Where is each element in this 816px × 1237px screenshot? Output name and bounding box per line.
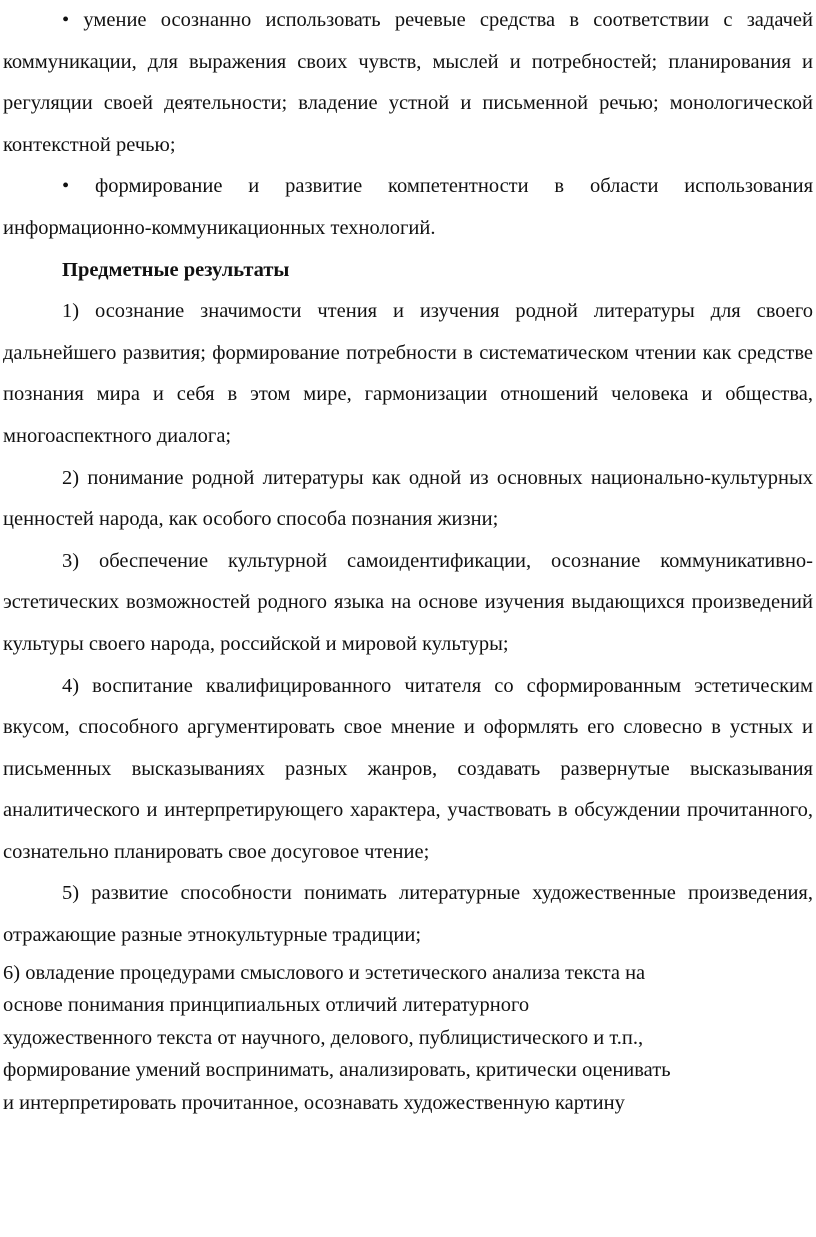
result-item-6-line: и интерпретировать прочитанное, осознавать художественную картину: [3, 1092, 625, 1115]
paragraph-communication-skills: • умение осознанно использовать речевые средства в соответствии с задачей коммуникации, для выражения своих чувств, мыслей и потребностей; планирования и регуляции своей деятельности; владение устной и письменной речью; монологической контекстной речью;: [3, 9, 813, 156]
result-item-2: 2) понимание родной литературы как одной из основных национально-культурных ценностей народа, как особого способа познания жизни;: [3, 466, 813, 531]
section-heading-subject-results: Предметные результаты: [62, 258, 290, 281]
result-item-4: 4) воспитание квалифицированного читателя со сформированным эстетическим вкусом, способного аргументировать свое мнение и оформлять его словесно в устных и письменных высказываниях разных жанров, создавать развернутые высказывания аналитического и интерпретирующего характера, участвовать в обсуждении прочитанного, сознательно планировать свое досуговое чтение;: [3, 674, 813, 863]
result-item-1: 1) осознание значимости чтения и изучения родной литературы для своего дальнейшего развития; формирование потребности в систематическом чтении как средстве познания мира и себя в этом мире, гармонизации отношений человека и общества, многоаспектного диалога;: [3, 300, 813, 447]
document-page: [3, 0, 813, 1237]
result-item-6-line: 6) овладение процедурами смыслового и эстетического анализа текста на: [3, 961, 646, 984]
result-item-6-line: художественного текста от научного, делового, публицистического и т.п.,: [3, 1026, 644, 1049]
result-item-5: 5) развитие способности понимать литературные художественные произведения, отражающие разные этнокультурные традиции;: [3, 882, 813, 947]
result-item-6-line: формирование умений воспринимать, анализировать, критически оценивать: [3, 1059, 671, 1082]
paragraph-ict-competence: • формирование и развитие компетентности в области использования информационно-коммуникационных технологий.: [3, 175, 813, 239]
result-item-3: 3) обеспечение культурной самоидентификации, осознание коммуникативно-эстетических возможностей родного языка на основе изучения выдающихся произведений культуры своего народа, российской и мировой культуры;: [3, 549, 813, 655]
result-item-6: [3, 957, 813, 1120]
result-item-6-line: основе понимания принципиальных отличий литературного: [3, 994, 530, 1017]
